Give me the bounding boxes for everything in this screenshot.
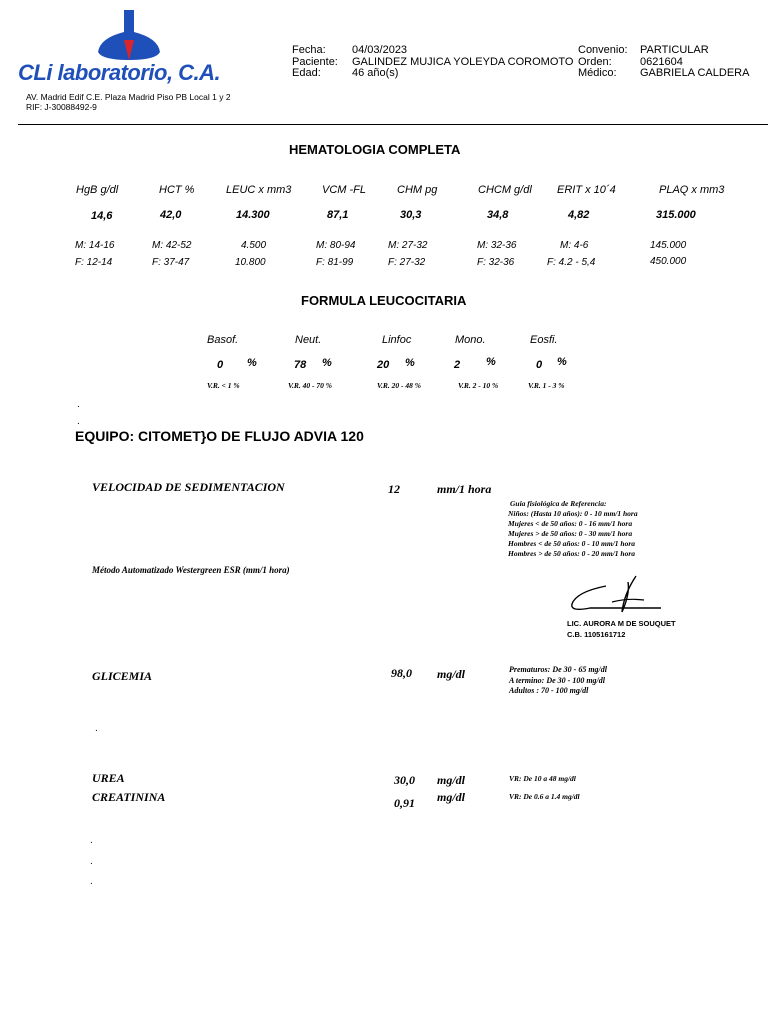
formula-title: FORMULA LEUCOCITARIA — [301, 293, 467, 308]
formula-ref: V.R. 2 - 10 % — [458, 381, 499, 390]
hema-ref-f: 10.800 — [235, 257, 266, 268]
edad-label: Edad: — [292, 67, 321, 79]
formula-ref: V.R. < 1 % — [207, 381, 240, 390]
hema-ref-m: M: 4-6 — [560, 240, 589, 251]
hema-ref-m: M: 80-94 — [316, 240, 356, 251]
formula-label: Basof. — [207, 334, 239, 346]
hema-ref-m: M: 14-16 — [75, 240, 115, 251]
fecha-value: 04/03/2023 — [352, 44, 408, 56]
formula-label: Mono. — [455, 334, 486, 346]
paciente-value: GALINDEZ MUJICA YOLEYDA COROMOTO — [352, 56, 574, 68]
dot-separator: . — [90, 876, 93, 887]
formula-value: 2 — [454, 359, 461, 371]
hema-value: 34,8 — [487, 209, 509, 221]
hema-ref-f: F: 32-36 — [477, 257, 515, 268]
lab-address: AV. Madrid Edif C.E. Plaza Madrid Piso PB Local 1 y 2 — [26, 92, 231, 102]
hema-header: LEUC x mm3 — [226, 184, 292, 196]
urea-unit: mg/dl — [437, 773, 466, 787]
hema-header: ERIT x 10´4 — [557, 184, 616, 196]
vsg-guide-line: Guia fisiológica de Referencia: — [510, 499, 607, 508]
vsg-guide-line: Hombres > de 50 años: 0 - 20 mm/1 hora — [508, 549, 635, 558]
hema-header: HgB g/dl — [76, 184, 119, 196]
hema-ref-f: 450.000 — [650, 256, 687, 267]
hema-value: 14,6 — [91, 210, 113, 222]
formula-unit: % — [486, 356, 496, 368]
formula-value: 20 — [377, 359, 390, 371]
hema-ref-m: M: 27-32 — [388, 240, 428, 251]
hema-value: 4,82 — [568, 209, 590, 221]
convenio-value: PARTICULAR — [640, 44, 709, 56]
lab-name: CLi laboratorio, C.A. — [18, 60, 221, 85]
medico-label: Médico: — [578, 67, 617, 79]
header-divider — [18, 124, 768, 125]
formula-label: Linfoc — [382, 334, 412, 346]
formula-ref: V.R. 40 - 70 % — [288, 381, 333, 390]
hema-ref-f: F: 27-32 — [388, 257, 426, 268]
glicemia-ref-line: Prematuros: De 30 - 65 mg/dl — [509, 665, 607, 674]
formula-unit: % — [322, 357, 332, 369]
hema-value: 87,1 — [327, 209, 349, 221]
creatinina-unit: mg/dl — [437, 790, 466, 804]
creatinina-value: 0,91 — [394, 796, 415, 810]
hema-value: 30,3 — [400, 209, 422, 221]
formula-value: 0 — [536, 359, 543, 371]
hema-header: CHM pg — [397, 184, 438, 196]
dot-separator: . — [95, 723, 98, 734]
glicemia-value: 98,0 — [391, 666, 412, 680]
hema-ref-m: 145.000 — [650, 240, 687, 251]
flask-icon — [94, 10, 164, 62]
medico-value: GABRIELA CALDERA — [640, 67, 750, 79]
formula-ref: V.R. 1 - 3 % — [528, 381, 565, 390]
formula-unit: % — [405, 357, 415, 369]
creatinina-ref: VR: De 0.6 a 1.4 mg/dl — [509, 792, 580, 801]
lab-logo — [18, 10, 233, 96]
formula-value: 78 — [294, 359, 307, 371]
glicemia-label: GLICEMIA — [92, 669, 153, 683]
formula-label: Eosfi. — [530, 334, 558, 346]
urea-value: 30,0 — [394, 773, 415, 787]
urea-label: UREA — [92, 771, 125, 785]
dot-separator: . — [90, 856, 93, 867]
vsg-guide-line: Mujeres < de 50 años: 0 - 16 mm/1 hora — [508, 519, 633, 528]
hema-ref-f: F: 4.2 - 5,4 — [547, 257, 596, 268]
glicemia-ref-line: Adultos : 70 - 100 mg/dl — [509, 686, 589, 695]
orden-value: 0621604 — [640, 56, 683, 68]
dot-separator: . — [90, 835, 93, 846]
creatinina-label: CREATININA — [92, 790, 166, 804]
glicemia-ref-line: A termino: De 30 - 100 mg/dl — [509, 676, 605, 685]
edad-value: 46 año(s) — [352, 67, 399, 79]
hematologia-title: HEMATOLOGIA COMPLETA — [289, 142, 461, 157]
formula-value: 0 — [217, 359, 224, 371]
hema-ref-m: 4.500 — [241, 240, 267, 251]
formula-ref: V.R. 20 - 48 % — [377, 381, 422, 390]
vsg-guide-line: Niños: (Hasta 10 años): 0 - 10 mm/1 hora — [508, 509, 638, 518]
vsg-guide-line: Hombres < de 50 años: 0 - 10 mm/1 hora — [508, 539, 635, 548]
vsg-method: Método Automatizado Westergreen ESR (mm/1 hora) — [92, 565, 290, 575]
formula-label: Neut. — [295, 334, 322, 346]
lab-rif: RIF: J-30088492-9 — [26, 102, 97, 112]
hema-ref-m: M: 32-36 — [477, 240, 517, 251]
hema-value: 315.000 — [656, 209, 696, 221]
fecha-label: Fecha: — [292, 44, 326, 56]
vsg-label: VELOCIDAD DE SEDIMENTACION — [92, 480, 285, 494]
vsg-unit: mm/1 hora — [437, 482, 492, 496]
paciente-label: Paciente: — [292, 56, 338, 68]
hema-ref-f: F: 37-47 — [152, 257, 190, 268]
equipo-label: EQUIPO: CITOMET}O DE FLUJO ADVIA 120 — [75, 428, 364, 444]
hema-value: 42,0 — [160, 209, 182, 221]
urea-ref: VR: De 10 a 48 mg/dl — [509, 774, 576, 783]
hema-header: VCM -FL — [322, 184, 366, 196]
glicemia-unit: mg/dl — [437, 667, 466, 681]
hema-header: HCT % — [159, 184, 195, 196]
hema-header: CHCM g/dl — [478, 184, 532, 196]
vsg-value: 12 — [388, 482, 400, 496]
vsg-guide-line: Mujeres > de 50 años: 0 - 30 mm/1 hora — [508, 529, 633, 538]
orden-label: Orden: — [578, 56, 612, 68]
signature-cb: C.B. 1105161712 — [567, 630, 626, 639]
signature-name: LIC. AURORA M DE SOUQUET — [567, 619, 676, 628]
hema-header: PLAQ x mm3 — [659, 184, 725, 196]
dot-separator: . — [77, 399, 80, 410]
hema-ref-f: F: 12-14 — [75, 257, 113, 268]
formula-unit: % — [557, 356, 567, 368]
signature-mark — [566, 572, 676, 618]
hema-value: 14.300 — [236, 209, 270, 221]
formula-unit: % — [247, 357, 257, 369]
hema-ref-f: F: 81-99 — [316, 257, 354, 268]
dot-separator: . — [77, 416, 80, 427]
convenio-label: Convenio: — [578, 44, 628, 56]
hema-ref-m: M: 42-52 — [152, 240, 192, 251]
